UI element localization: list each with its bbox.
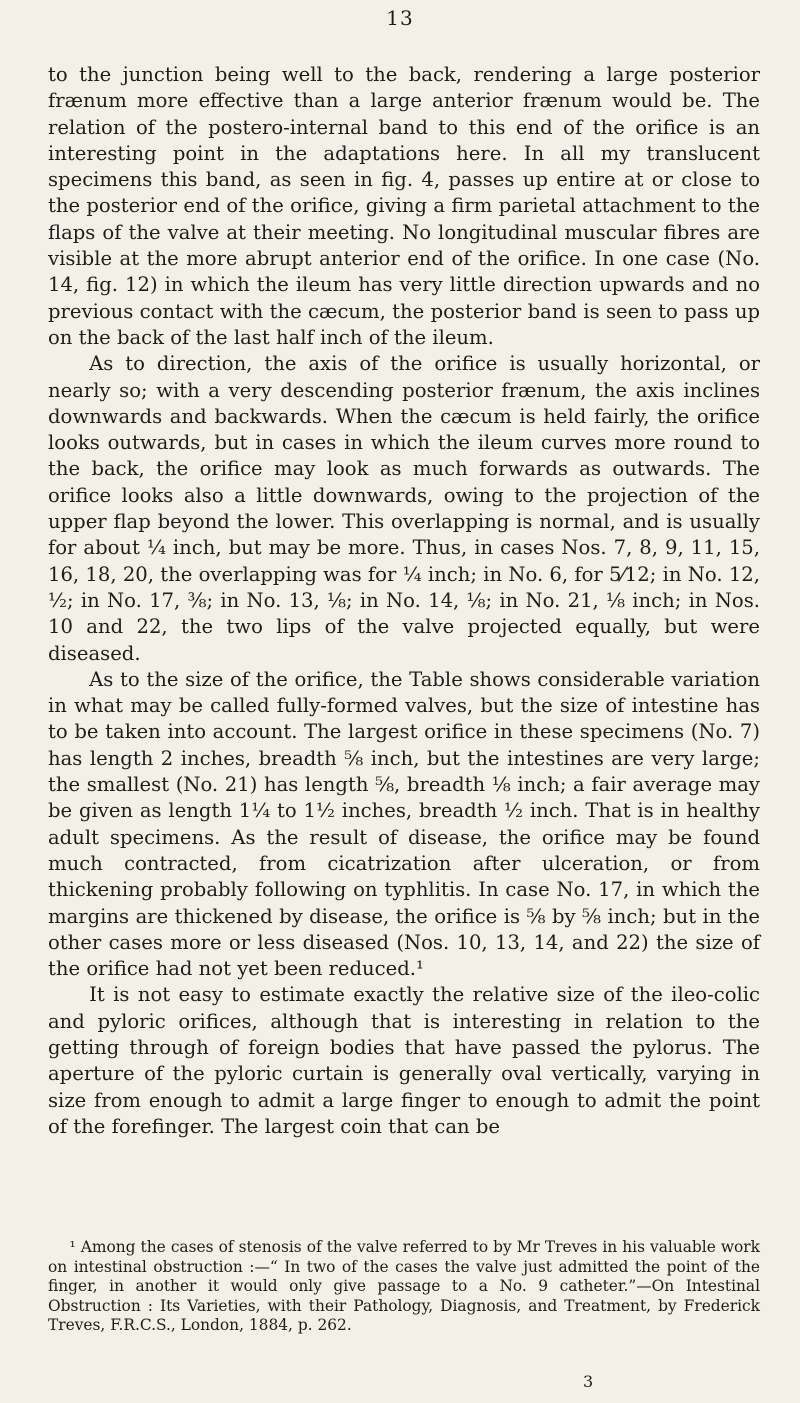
footnotes bbox=[48, 1238, 760, 1336]
paragraph: As to direction, the axis of the orifice is usually horizontal, or nearly so; with a very descending posterior frænum, the axis inclines downwards and backwards. When the cæcum is held fairly, the orifice looks outwards, but in cases in which the ileum curves more round to the back, the orifice may look as much forwards as outwards. The orifice looks also a little downwards, owing to the projection of the upper flap beyond the lower. This overlapping is normal, and is usually for about ¼ inch, but may be more. Thus, in cases Nos. 7, 8, 9, 11, 15, 16, 18, 20, the overlapping was for ¼ inch; in No. 6, for 5⁄12; in No. 12, ½; in No. 17, ⅜; in No. 13, ⅛; in No. 14, ⅛; in No. 21, ⅛ inch; in Nos. 10 and 22, the two lips of the valve projected equally, but were diseased. bbox=[48, 352, 760, 665]
paragraph: It is not easy to estimate exactly the relative size of the ileo-colic and pyloric orifices, although that is interesting in relation to the getting through of foreign bodies that have passed the pylorus. The aperture of the pyloric curtain is generally oval vertically, varying in size from enough to admit a large finger to enough to admit the point of the forefinger. The largest coin that can be bbox=[48, 983, 760, 1138]
body-text bbox=[48, 62, 760, 1140]
footnote: ¹ Among the cases of stenosis of the valve referred to by Mr Treves in his valuable work on intestinal obstruction :—“ In two of the cases the valve just admitted the point of the finger, in another it would only give passage to a No. 9 catheter.”—On Intestinal Obstruction : Its Varieties, with their Pathology, Diagnosis, and Treatment, by Frederick Treves, F.R.C.S., London, 1884, p. 262. bbox=[48, 1238, 760, 1335]
paragraph: to the junction being well to the back, rendering a large posterior frænum more effective than a large anterior frænum would be. The relation of the postero-internal band to this end of the orifice is an interesting point in the adaptations here. In all my translucent specimens this band, as seen in fig. 4, passes up entire at or close to the posterior end of the orifice, giving a firm parietal attachment to the flaps of the valve at their meeting. No longitudinal muscular fibres are visible at the more abrupt anterior end of the orifice. In one case (No. 14, fig. 12) in which the ileum has very little direction upwards and no previous contact with the cæcum, the posterior band is seen to pass up on the back of the last half inch of the ileum. bbox=[48, 63, 760, 349]
signature-mark: 3 bbox=[583, 1372, 594, 1391]
paragraph: As to the size of the orifice, the Table shows considerable variation in what may be called fully-formed valves, but the size of intestine has to be taken into account. The largest orifice in these specimens (No. 7) has length 2 inches, breadth ⅝ inch, but the intestines are very large; the smallest (No. 21) has length ⅝, breadth ⅛ inch; a fair average may be given as length 1¼ to 1½ inches, breadth ½ inch. That is in healthy adult specimens. As the result of disease, the orifice may be found much contracted, from cicatrization after ulceration, or from thickening probably following on typhlitis. In case No. 17, in which the margins are thickened by disease, the orifice is ⅝ by ⅝ inch; but in the other cases more or less diseased (Nos. 10, 13, 14, and 22) the size of the orifice had not yet been reduced.¹ bbox=[48, 667, 760, 981]
page-number: 13 bbox=[386, 6, 414, 30]
